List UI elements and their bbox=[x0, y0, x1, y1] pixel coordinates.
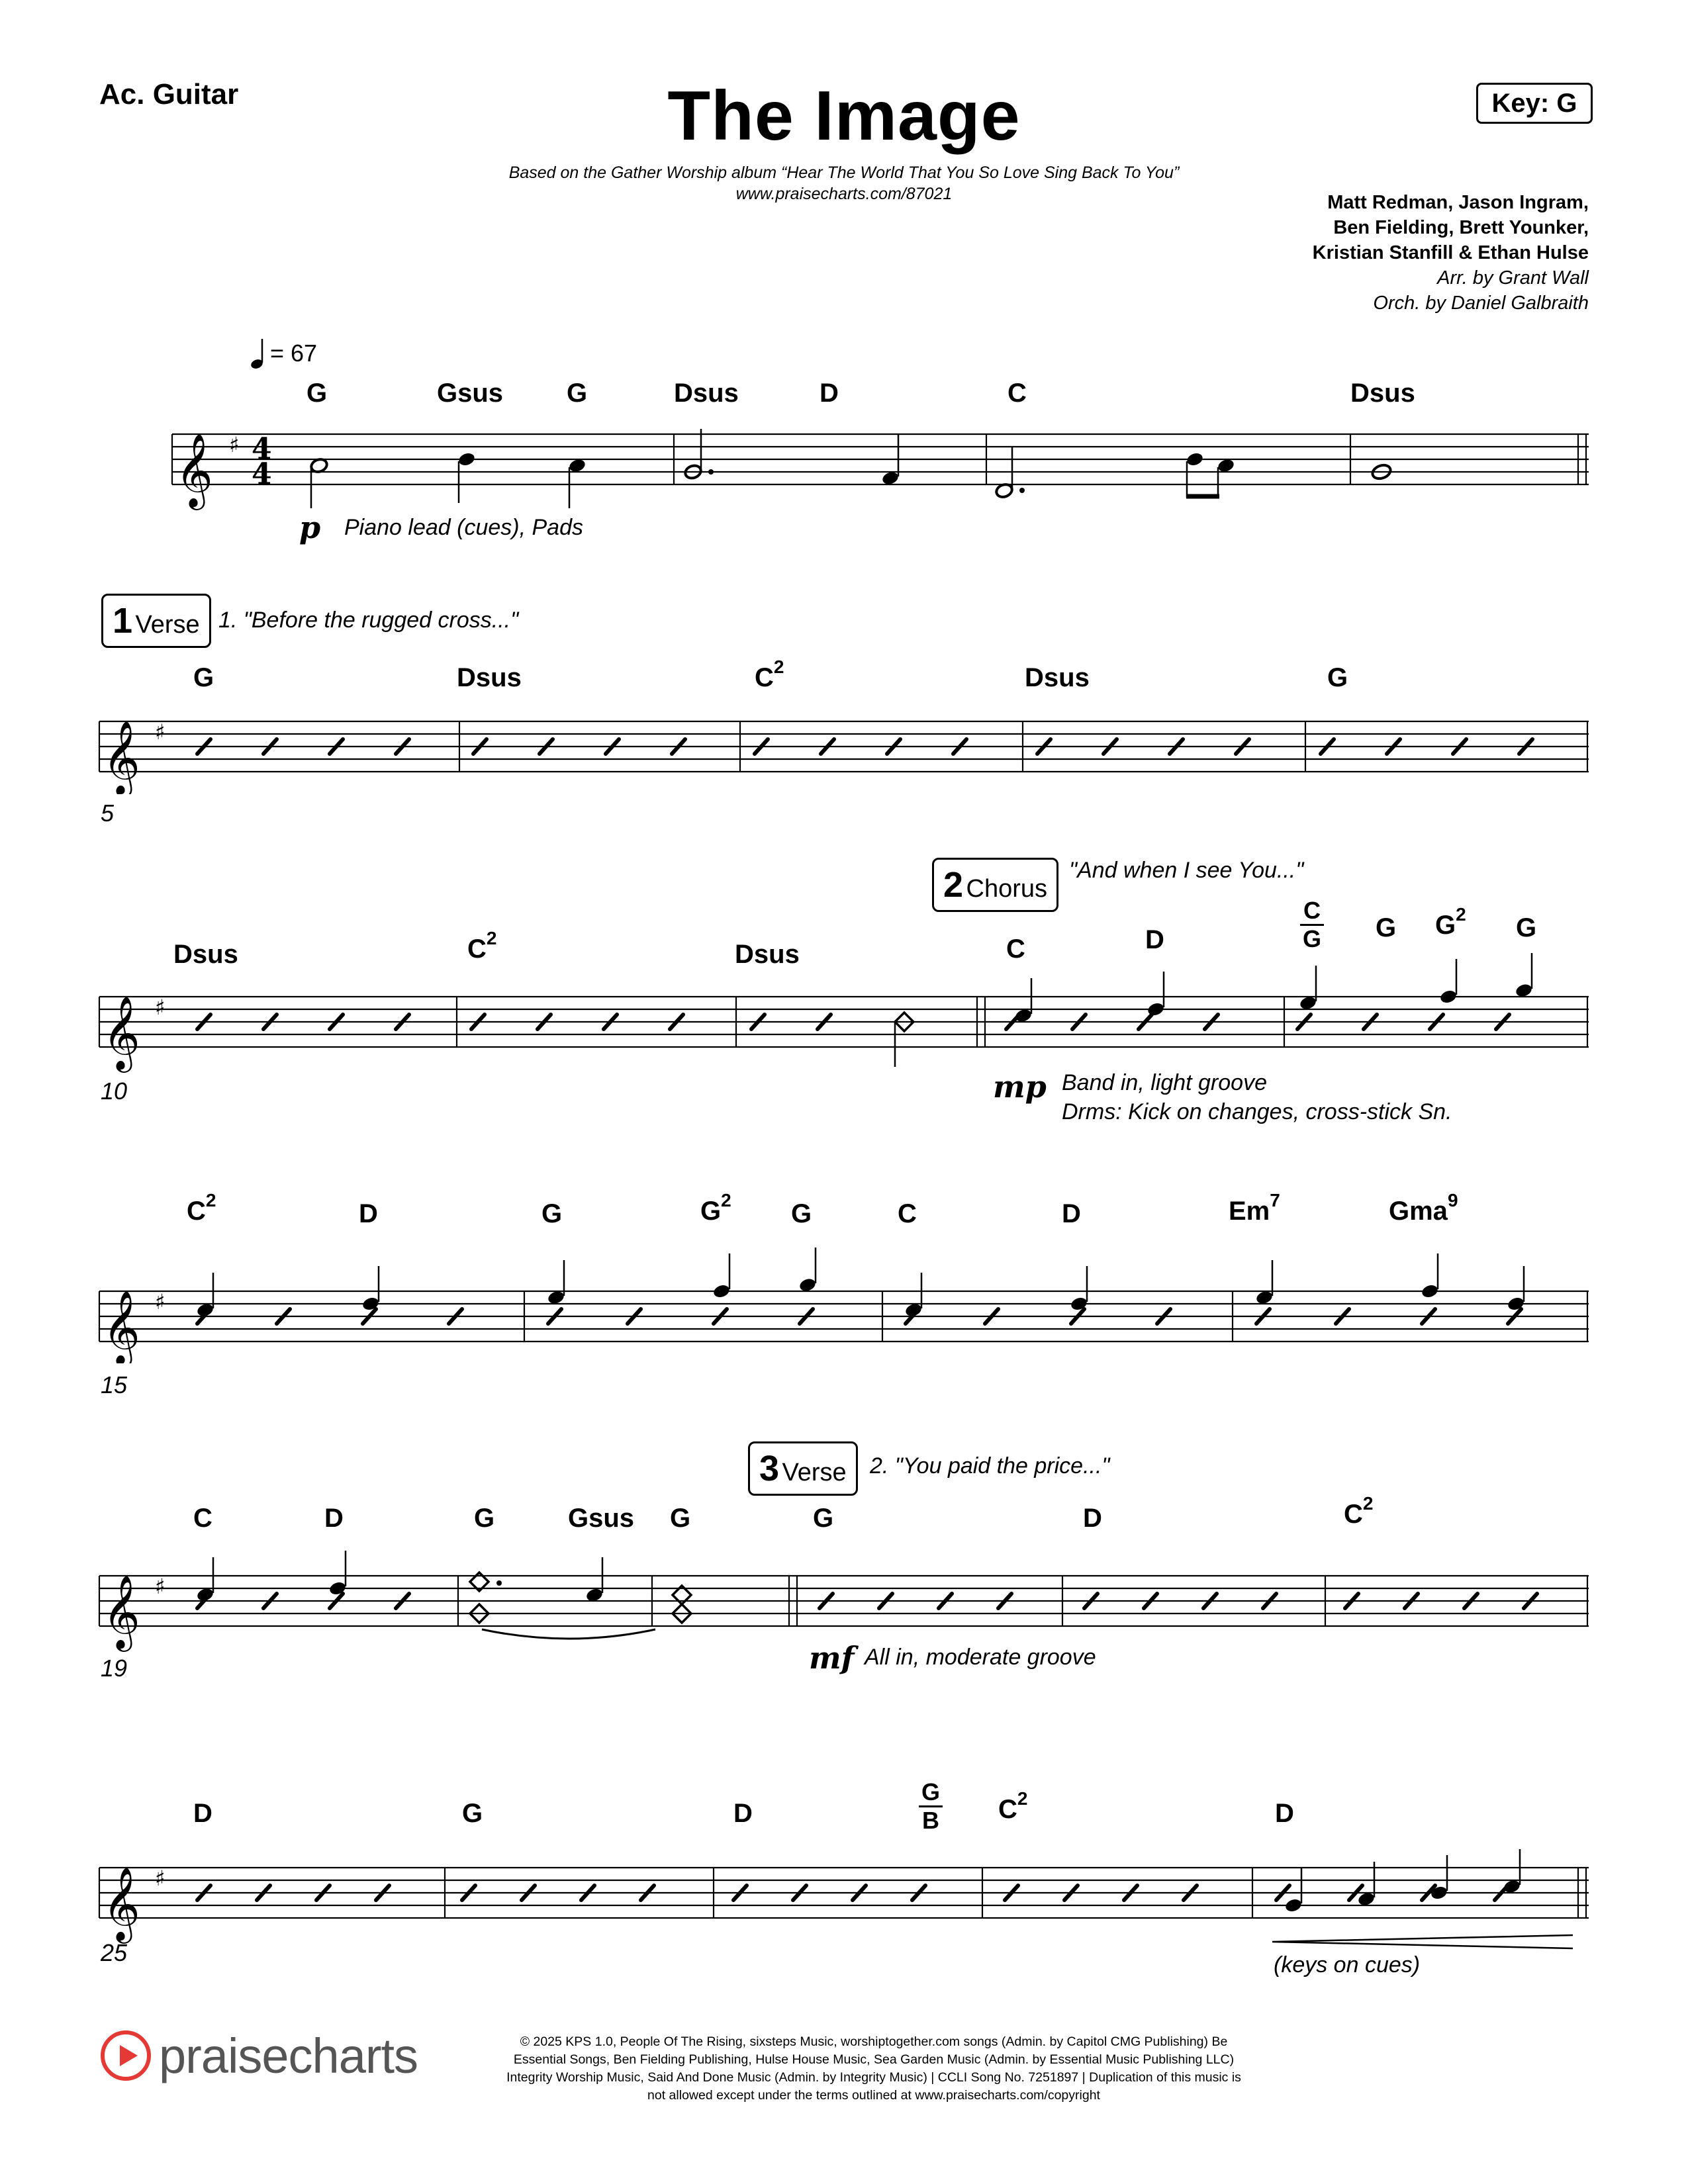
slash-chord bbox=[917, 1780, 944, 1833]
lyric-cue: 2. "You paid the price..." bbox=[870, 1453, 1110, 1479]
chord-root: C bbox=[998, 1795, 1017, 1824]
dynamic-marking: mp bbox=[993, 1069, 1047, 1105]
treble-clef-icon: 𝄞 bbox=[103, 995, 140, 1069]
song-title: The Image bbox=[667, 77, 1021, 155]
time-signature-top: 4 bbox=[252, 432, 272, 466]
chord bbox=[1389, 1190, 1458, 1226]
treble-clef-icon: 𝄞 bbox=[103, 720, 140, 794]
time-signature-bottom: 4 bbox=[252, 457, 272, 491]
based-on-text: Based on the Gather Worship album “Hear The World That You So Love Sing Back To You” bbox=[508, 163, 1180, 182]
cue-notes bbox=[1014, 953, 1533, 1024]
arranger: Arr. by Grant Wall bbox=[1437, 267, 1589, 289]
cue-notes bbox=[196, 1551, 604, 1603]
chord: D bbox=[324, 1504, 344, 1533]
copyright-line: © 2025 KPS 1.0, People Of The Rising, sixsteps Music, worshiptogether.com songs (Admin. by Capitol CMG Publishing) Be bbox=[520, 2034, 1228, 2049]
chord-root: C bbox=[755, 663, 774, 692]
chord: D bbox=[1275, 1799, 1294, 1828]
rehearsal-label: Verse bbox=[135, 611, 200, 639]
chord: D bbox=[1062, 1199, 1081, 1228]
chord-extension: 2 bbox=[1017, 1788, 1028, 1809]
instruction-line-1: Band in, light groove bbox=[1062, 1070, 1267, 1095]
chord: D bbox=[733, 1799, 753, 1828]
chord: G bbox=[193, 663, 214, 692]
dynamic-marking: p bbox=[299, 510, 321, 545]
chord: G bbox=[567, 379, 588, 408]
staff-system-3 bbox=[0, 927, 1688, 1092]
treble-clef-icon: 𝄞 bbox=[175, 433, 213, 507]
orchestrator: Orch. by Daniel Galbraith bbox=[1373, 293, 1589, 314]
instruction-text: Piano lead (cues), Pads bbox=[344, 515, 583, 540]
chord-extension: 2 bbox=[721, 1190, 731, 1210]
instruction-line-2: Drms: Kick on changes, cross-stick Sn. bbox=[1062, 1099, 1452, 1124]
chord: Dsus bbox=[1025, 663, 1090, 692]
instruction-text: (keys on cues) bbox=[1274, 1952, 1421, 1978]
chord: C bbox=[1006, 934, 1025, 964]
tempo-marking bbox=[250, 338, 317, 369]
sharp-icon: ♯ bbox=[229, 432, 240, 457]
cue-notes bbox=[196, 1248, 1525, 1318]
copyright-line: not allowed except under the terms outlined at www.praisecharts.com/copyright bbox=[647, 2088, 1100, 2103]
chord-extension: 9 bbox=[1447, 1190, 1458, 1210]
writers-line-2: Ben Fielding, Brett Younker, bbox=[1333, 217, 1589, 238]
chord: D bbox=[193, 1799, 212, 1828]
chord: G bbox=[1516, 913, 1537, 942]
chord-extension: 2 bbox=[1362, 1493, 1374, 1514]
chord: G bbox=[670, 1504, 691, 1533]
chord-extension: 2 bbox=[486, 928, 497, 948]
chord-extension: 2 bbox=[1456, 904, 1466, 925]
treble-clef-icon: 𝄞 bbox=[103, 1290, 140, 1363]
chord bbox=[187, 1190, 216, 1226]
praisecharts-logo[interactable] bbox=[99, 2029, 418, 2082]
treble-clef-icon: 𝄞 bbox=[103, 1866, 140, 1940]
rehearsal-number: 1 bbox=[113, 601, 133, 641]
chord-root: G bbox=[700, 1197, 722, 1226]
chord: Dsus bbox=[674, 379, 739, 408]
writers-line-3: Kristian Stanfill & Ethan Hulse bbox=[1312, 242, 1589, 263]
chord bbox=[1229, 1190, 1280, 1226]
chord: Dsus bbox=[173, 940, 238, 969]
chord: G bbox=[791, 1199, 812, 1228]
credits bbox=[1313, 190, 1589, 316]
measure-number: 19 bbox=[101, 1655, 128, 1682]
key-box: Key: G bbox=[1476, 83, 1593, 124]
tempo-value: = 67 bbox=[270, 340, 318, 367]
measure-number: 5 bbox=[101, 799, 115, 827]
chord bbox=[457, 663, 522, 693]
chord-root: Dsus bbox=[457, 663, 522, 692]
chord: G bbox=[306, 379, 328, 408]
chord-root: C bbox=[1344, 1500, 1363, 1529]
treble-clef-icon: 𝄞 bbox=[103, 1574, 140, 1649]
staff-system-5 bbox=[0, 1535, 1688, 1655]
chord: D bbox=[1083, 1504, 1102, 1533]
chord: G bbox=[813, 1504, 834, 1533]
lyric-cue: "And when I see You..." bbox=[1069, 858, 1304, 883]
copyright-notice bbox=[410, 2033, 1337, 2105]
rehearsal-label: Chorus bbox=[966, 875, 1047, 903]
diamond-notes bbox=[470, 1572, 691, 1623]
chord: G bbox=[1327, 663, 1348, 692]
instruction-text bbox=[1062, 1068, 1452, 1126]
rehearsal-mark-chorus bbox=[932, 858, 1058, 912]
chord: D bbox=[1145, 925, 1164, 954]
rehearsal-number: 2 bbox=[943, 865, 964, 905]
play-icon bbox=[99, 2029, 152, 2082]
chord: Dsus bbox=[735, 940, 800, 969]
sharp-icon: ♯ bbox=[155, 1866, 165, 1891]
measure-number: 10 bbox=[101, 1077, 128, 1105]
chord bbox=[755, 657, 784, 693]
chord: C bbox=[193, 1504, 212, 1533]
measure-number: 25 bbox=[101, 1939, 128, 1966]
chord: Gsus bbox=[568, 1504, 635, 1533]
chord: D bbox=[359, 1199, 378, 1228]
chord-root: C bbox=[187, 1197, 206, 1226]
staff-system-1 bbox=[0, 397, 1688, 529]
chart-url: www.praisecharts.com/87021 bbox=[735, 185, 953, 203]
sharp-icon: ♯ bbox=[155, 1289, 165, 1314]
slash-chord-top: G bbox=[921, 1778, 940, 1805]
instrument-name: Ac. Guitar bbox=[99, 78, 239, 111]
chord bbox=[1344, 1493, 1374, 1529]
lyric-cue: 1. "Before the rugged cross..." bbox=[218, 608, 519, 633]
chord: G bbox=[541, 1199, 563, 1228]
slash-chord-bottom: B bbox=[922, 1807, 939, 1834]
slash-chord-top: C bbox=[1303, 897, 1321, 924]
chord: Dsus bbox=[1350, 379, 1415, 408]
chord-extension: 7 bbox=[1270, 1190, 1280, 1210]
staff-system-6 bbox=[0, 1827, 1688, 1972]
chord-root: Em bbox=[1229, 1197, 1270, 1226]
chord: G bbox=[1376, 913, 1397, 942]
staff-system-4 bbox=[0, 1231, 1688, 1363]
rehearsal-mark-verse-2 bbox=[748, 1441, 858, 1496]
copyright-line: Integrity Worship Music, Said And Done Music (Admin. by Integrity Music) | CCLI Song No. 7251897 | Duplication of this music is bbox=[506, 2070, 1241, 2085]
chord bbox=[998, 1788, 1028, 1825]
chord: C bbox=[898, 1199, 917, 1228]
tie bbox=[482, 1629, 655, 1639]
crescendo-hairpin bbox=[1272, 1935, 1573, 1948]
slash-chord-bottom: G bbox=[1302, 925, 1321, 952]
brand-name: praisecharts bbox=[159, 2028, 418, 2083]
chord: Gsus bbox=[437, 379, 504, 408]
chord-extension: 2 bbox=[205, 1190, 216, 1210]
notes-m2 bbox=[684, 429, 900, 486]
notes-m3 bbox=[995, 447, 1236, 499]
chord: C bbox=[1008, 379, 1027, 408]
dynamic-marking: mf bbox=[809, 1640, 855, 1676]
rehearsal-number: 3 bbox=[759, 1449, 780, 1488]
chord-extension: 2 bbox=[773, 657, 784, 677]
chord-root: G bbox=[1435, 911, 1456, 940]
copyright-line: Essential Songs, Ben Fielding Publishing, Hulse House Music, Sea Garden Music (Admin. by Essential Music Publishing LLC) bbox=[513, 2052, 1235, 2067]
chord bbox=[700, 1190, 731, 1226]
sharp-icon: ♯ bbox=[155, 1574, 165, 1599]
chord-root: Gma bbox=[1389, 1197, 1448, 1226]
chord-root: C bbox=[467, 934, 487, 964]
staff-system-2 bbox=[0, 702, 1688, 794]
writers-line-1: Matt Redman, Jason Ingram, bbox=[1327, 192, 1589, 213]
measure-number: 15 bbox=[101, 1371, 128, 1398]
chord: G bbox=[462, 1799, 483, 1828]
sharp-icon: ♯ bbox=[155, 719, 165, 745]
chord: D bbox=[820, 379, 839, 408]
chord: G bbox=[474, 1504, 495, 1533]
instruction-text: All in, moderate groove bbox=[865, 1645, 1096, 1670]
rehearsal-label: Verse bbox=[782, 1459, 847, 1486]
rehearsal-mark-verse-1 bbox=[101, 594, 211, 648]
cue-notes bbox=[1284, 1849, 1521, 1913]
quarter-note-icon bbox=[250, 338, 266, 369]
sharp-icon: ♯ bbox=[155, 995, 165, 1020]
